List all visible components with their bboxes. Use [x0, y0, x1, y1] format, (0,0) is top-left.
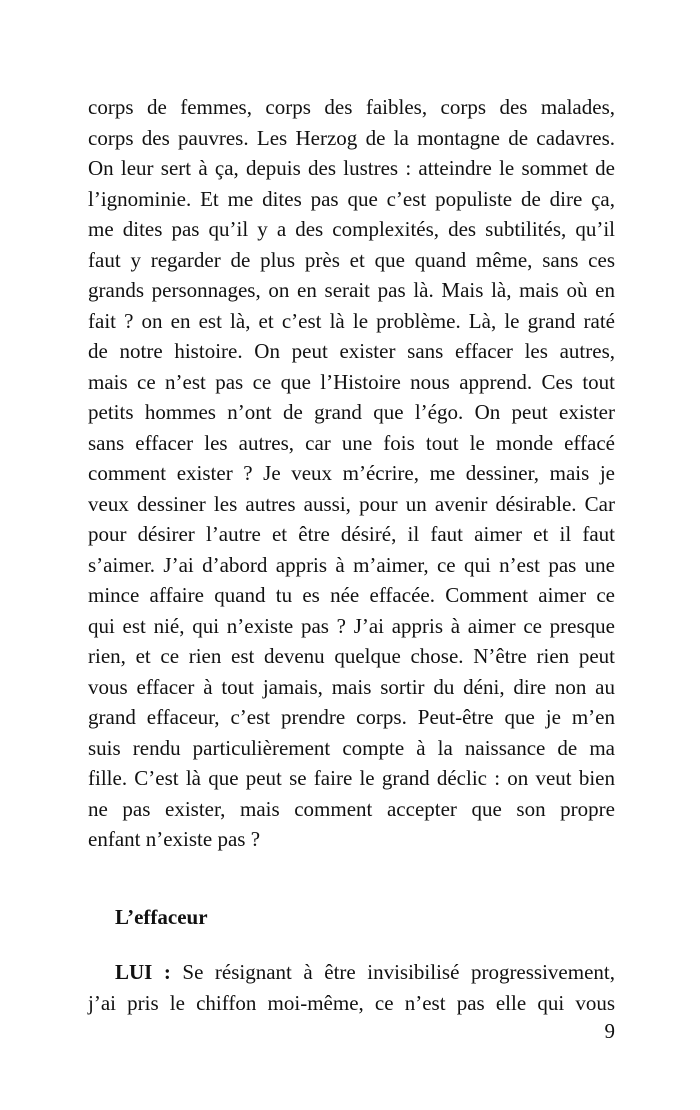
paragraph-line: On leur sert à ça, depuis des lustres : atteindre le sommet de — [88, 156, 615, 180]
paragraph-line: veux dessiner les autres aussi, pour un avenir désirable. Car — [88, 491, 615, 516]
paragraph-line: vous effacer à tout jamais, mais sortir du déni, dire non au — [88, 674, 615, 699]
paragraph-line: ne pas exister, mais comment accepter que son propre — [88, 796, 615, 821]
paragraph-line: l’ignominie. Et me dites pas que c’est populiste de dire ça, — [88, 186, 615, 211]
paragraph-line: corps de femmes, corps des faibles, corps des malades, — [88, 95, 615, 119]
paragraph-line: comment exister ? Je veux m’écrire, me dessiner, mais je — [88, 461, 615, 485]
paragraph-line: sans effacer les autres, car une fois tout le monde effacé — [88, 430, 615, 455]
dialogue-text: Se résignant à être invisibilisé progressivement, — [170, 960, 615, 984]
paragraph-line: rien, et ce rien est devenu quelque chose. N’être rien peut — [88, 644, 615, 668]
section-title: L’effaceur — [115, 905, 208, 929]
paragraph-line: fille. C’est là que peut se faire le grand déclic : on veut bien — [88, 766, 615, 790]
paragraph-line: de notre histoire. On peut exister sans effacer les autres, — [88, 339, 615, 363]
paragraph-line: mince affaire quand tu es née effacée. Comment aimer ce — [88, 583, 615, 607]
paragraph-line: suis rendu particulièrement compte à la naissance de ma — [88, 735, 615, 760]
paragraph-line: faut y regarder de plus près et que quand même, sans ces — [88, 247, 615, 272]
dialogue-line — [88, 957, 615, 988]
dialogue-block — [88, 957, 615, 1018]
paragraph-line: me dites pas qu’il y a des complexités, des subtilités, qu’il — [88, 217, 615, 241]
page-number: 9 — [604, 1019, 615, 1043]
paragraph-line: s’aimer. J’ai d’abord appris à m’aimer, ce qui n’est pas une — [88, 552, 615, 577]
paragraph-line: petits hommes n’ont de grand que l’égo. On peut exister — [88, 400, 615, 424]
paragraph-line: fait ? on en est là, et c’est là le problème. Là, le grand raté — [88, 308, 615, 333]
paragraph-line: enfant n’existe pas ? — [88, 827, 261, 851]
paragraph-line: grands personnages, on en serait pas là. Mais là, mais où en — [88, 278, 615, 302]
paragraph-line: qui est nié, qui n’existe pas ? J’ai appris à aimer ce presque — [88, 613, 615, 638]
dialogue-line: j’ai pris le chiffon moi-même, ce n’est pas elle qui vous — [88, 990, 615, 1015]
paragraph-line: corps des pauvres. Les Herzog de la montagne de cadavres. — [88, 125, 615, 150]
body-paragraph — [88, 92, 615, 855]
paragraph-line: mais ce n’est pas ce que l’Histoire nous apprend. Ces tout — [88, 369, 615, 394]
paragraph-line: grand effaceur, c’est prendre corps. Peut-être que je m’en — [88, 705, 615, 729]
paragraph-line: pour désirer l’autre et être désiré, il faut aimer et il faut — [88, 522, 615, 546]
speaker-label: LUI : — [115, 960, 171, 984]
